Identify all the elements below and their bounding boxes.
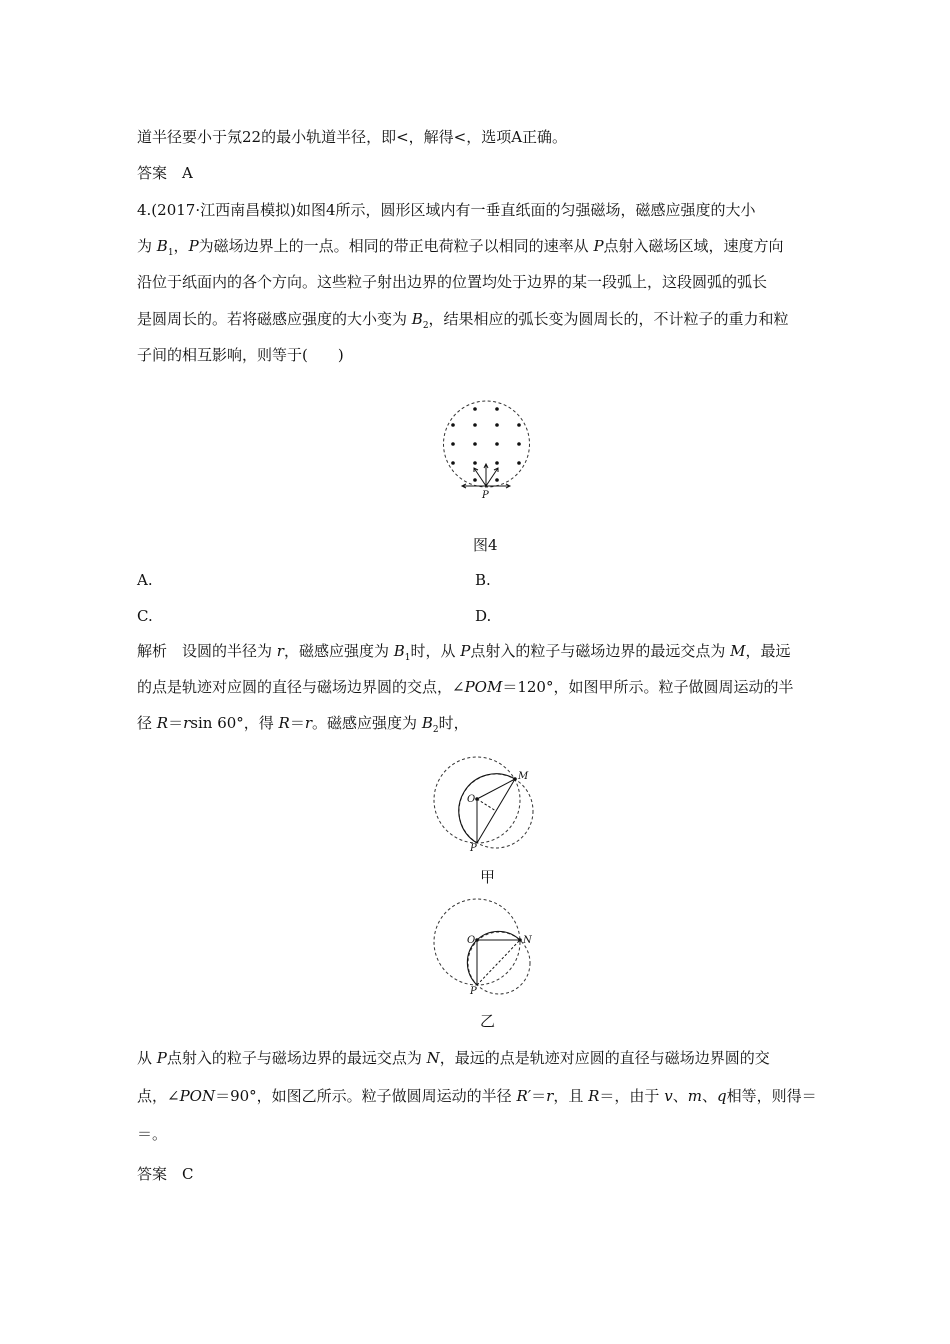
figure-yi-diagram (425, 897, 545, 997)
figure-jia-caption: 甲 (480, 868, 496, 886)
solution2-line-3: ＝。 (137, 1125, 168, 1143)
point-o-label: O (467, 794, 476, 805)
figure-4-caption: 图4 (473, 536, 498, 554)
solution2-line-2: 点，∠PON＝90°，如图乙所示。粒子做圆周运动的半径 R′＝r，且 R＝，由于 v、m、q相等，则得＝ (137, 1087, 817, 1105)
answer-value: A (182, 164, 193, 182)
point-m-label: M (518, 771, 529, 782)
figure-4-diagram (440, 398, 535, 503)
option-c: C. (137, 607, 153, 625)
option-a: A. (137, 571, 153, 589)
answer-value: C (182, 1165, 194, 1183)
answer-line (137, 163, 193, 183)
point-p-label: P (470, 986, 477, 997)
answer-label: 答案 (137, 164, 168, 182)
velocity-arrows (462, 464, 510, 488)
point-n-label: N (523, 935, 532, 946)
solution2-line-1: 从 P点射入的粒子与磁场边界的最远交点为 N，最远的点是轨迹对应圆的直径与磁场边界圆的交 (137, 1049, 770, 1067)
question-line-3: 沿位于纸面内的各个方向。这些粒子射出边界的位置均处于边界的某一段弧上，这段圆弧的弧长 (137, 273, 768, 291)
answer-line-2 (137, 1164, 194, 1184)
question-line-1: 4.(2017·江西南昌模拟)如图4所示，圆形区域内有一垂直纸面的匀强磁场，磁感应强度的大小 (137, 201, 756, 219)
solution-line-1: 解析 设圆的半径为 r，磁感应强度为 $B_1$时，从 P点射入的粒子与磁场边界的最远交点为 M，最远 (137, 642, 791, 663)
figure-yi-caption: 乙 (480, 1012, 496, 1030)
text-line: 道半径要小于氖22的最小轨道半径，即<，解得<，选项A正确。 (137, 128, 568, 146)
point-p-label: P (482, 490, 489, 501)
answer-label: 答案 (137, 1165, 168, 1183)
solution-line-2: 的点是轨迹对应圆的直径与磁场边界圆的交点，∠POM＝120°，如图甲所示。粒子做圆周运动的半 (137, 678, 794, 696)
option-d: D. (475, 607, 492, 625)
question-line-5: 子间的相互影响，则等于( ) (137, 346, 344, 364)
solution-line-3: 径 R＝rsin 60°，得 R＝r。磁感应强度为 $B_2$时， (137, 714, 469, 735)
figure-jia-diagram (425, 755, 545, 855)
option-b: B. (475, 571, 491, 589)
point-o-label: O (467, 935, 476, 946)
question-line-4: 是圆周长的。若将磁感应强度的大小变为 $B_2$，结果相应的弧长变为圆周长的，不计粒子的重力和粒 (137, 310, 789, 331)
point-p-label: P (470, 843, 477, 854)
question-line-2: 为 $B_1$，P为磁场边界上的一点。相同的带正电荷粒子以相同的速率从 P点射入磁场区域，速度方向 (137, 237, 784, 258)
